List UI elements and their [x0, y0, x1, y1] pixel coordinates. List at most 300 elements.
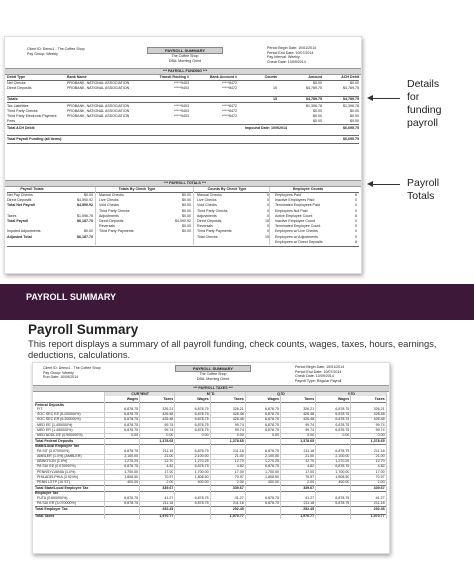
total-cell: 339.67 [373, 485, 385, 490]
tax-cell: 99.74 [375, 422, 385, 427]
totals-cell: 0 [355, 208, 357, 213]
tax-cell: 6,878.75 [335, 407, 350, 411]
funding-header-cell: Bank Name [67, 75, 87, 79]
totals-cell: Adjustments [99, 213, 119, 218]
funding-header-cell: ACH Debit [341, 75, 359, 79]
tax-cell: 6,878.75 [335, 412, 350, 417]
tax-cell: 1,700.00 [264, 469, 279, 474]
funding-cell: PROBANK, NATIONAL ASSOCIATION [67, 81, 130, 85]
row-divider [7, 143, 359, 144]
totals-cell: Direct Deposits [99, 219, 124, 223]
totals-cell: 0 [355, 203, 357, 208]
tax-cell: 6,878.75 [124, 407, 139, 411]
tax-row-label: MED EE (1.450000%) [37, 422, 73, 427]
tax-cell: 426.48 [232, 417, 244, 422]
tax-cell: 99.74 [234, 427, 244, 432]
tax-cell: 211.18 [233, 448, 244, 453]
tax-cell: 17.00 [234, 469, 244, 474]
liability-cell: Tax Liabilities [7, 104, 29, 108]
liability-cell: Fees [7, 119, 15, 123]
funding-title: *** PAYROLL FUNDING *** [162, 68, 208, 73]
client-id-value: Demo1 - The Coffee Shop [58, 366, 101, 370]
totals-header-cell: Payroll Totals [20, 187, 44, 191]
totals-cell: Manual Checks [197, 193, 222, 197]
bottom-run-date-row [43, 375, 123, 379]
totals-cell: Adjusted Total [7, 234, 32, 239]
tax-cell: 6,878.75 [124, 412, 139, 417]
tax-cell: 400.00 [338, 480, 350, 484]
liability-cell: $1,396.78 [343, 104, 359, 108]
tax-cell: 211.18 [162, 501, 174, 505]
tax-cell: 1,270.25 [264, 459, 279, 464]
tax-cell: 211.18 [162, 448, 174, 453]
tax-cell: 41.27 [164, 495, 174, 500]
totals-cell: $0.00 [182, 213, 191, 218]
liability-cell: $0.00 [350, 119, 359, 123]
total-cell: 1,970.77 [229, 514, 244, 519]
tax-row-label: SOC SEC EE (6.200000%) [37, 412, 81, 417]
tax-cell: 1,808.50 [264, 474, 279, 479]
tax-cell: 70.97 [164, 474, 174, 479]
totals-header-cell: Counts By Check Type [207, 187, 247, 191]
total-cell: 252.45 [373, 506, 385, 511]
column-divider [174, 392, 175, 519]
bottom-company-name: The Coffee Shop [199, 372, 227, 376]
funding-cell: *****9403 [174, 86, 189, 90]
tax-cell: 6,878.75 [264, 422, 279, 427]
tax-cell: 6,878.75 [194, 417, 209, 422]
column-header: Taxes [163, 397, 174, 401]
funding-cell: Net Checks [7, 81, 26, 85]
totals-cell: 8 [355, 193, 357, 197]
tax-cell: 400.00 [127, 480, 139, 484]
totals-cell: $0.00 [84, 193, 93, 197]
totals-cell: Taxes [7, 213, 17, 218]
totals-cell: Manual Checks [99, 193, 124, 197]
tax-cell: 4.82 [236, 464, 244, 469]
funding-header-cell: Amount [308, 75, 322, 79]
tax-cell: 6,878.75 [124, 422, 139, 427]
tax-row-label: FUTA (0.600000%) [37, 495, 68, 500]
pay-group-row [27, 52, 97, 56]
totals-cell: Inactive Employee Count [275, 219, 315, 223]
totals-cell: 8 [355, 239, 357, 244]
funding-cell: *****9403 [174, 81, 189, 85]
check-date-value: 10/09/2014 [287, 59, 306, 64]
section-label: State/Local Employee Tax [35, 444, 80, 449]
totals-cell: $1,596.78 [77, 213, 93, 218]
funding-cell: $4,789.75 [343, 86, 359, 90]
totals-cell: 0 [267, 193, 269, 197]
tax-row-label: PENN LSTP (10 ST) [37, 480, 70, 484]
tax-cell: 6,878.75 [124, 495, 139, 500]
tax-cell: 1,270.25 [335, 459, 350, 464]
funding-header-cell: Bank Account # [209, 75, 237, 79]
check-date-label: Check Date: [295, 374, 315, 378]
tax-cell: 6,878.75 [194, 422, 209, 427]
tax-row-label: MED ER (1.450000%) [37, 427, 73, 432]
totals-cell: 0 [267, 203, 269, 208]
tax-cell: 426.48 [162, 412, 174, 417]
total-cell: 1,378.65 [370, 438, 385, 443]
total-cell: 1,378.65 [159, 438, 174, 443]
totals-cell: $6,187.70 [77, 219, 93, 223]
period-group-header: YTD [316, 392, 386, 396]
tax-cell: 99.74 [164, 427, 174, 432]
tax-cell: 0.00 [131, 433, 139, 437]
liability-cell: *****9403 [174, 114, 189, 118]
totals-cell: Employees Paid [275, 193, 301, 197]
tax-cell: 1,808.50 [124, 474, 139, 479]
row-divider [7, 246, 359, 247]
tax-cell: 6,878.75 [264, 501, 279, 505]
row-divider [7, 135, 359, 136]
tax-cell: 6,878.75 [335, 422, 350, 427]
tax-cell: 211.18 [373, 448, 385, 453]
client-id-value: Demo1 - The Coffee Shop [42, 47, 85, 51]
tax-cell: 70.97 [234, 474, 244, 479]
tax-cell: 2,100.00 [124, 454, 139, 458]
check-date-label: Check Date: [267, 59, 287, 64]
period-group-header: QTD [246, 392, 316, 396]
total-cell: 252.45 [162, 506, 174, 511]
funding-header-cell: Counts [264, 75, 277, 79]
totals-cell: Active Employee Count [275, 213, 313, 218]
totals-cell: 0 [355, 198, 357, 203]
funding-cell: $0.00 [350, 81, 359, 85]
funding-arrow-head-icon [367, 95, 373, 101]
totals-cell: 0 [267, 198, 269, 203]
tax-cell: 6,878.75 [335, 501, 350, 505]
tax-row-label: PENNSYLVANIA (1.0%) [37, 469, 76, 474]
totals-cell: Reversals [99, 224, 115, 229]
tax-cell: 6,878.75 [335, 448, 350, 453]
totals-note [407, 177, 467, 203]
totals-cell: 0 [267, 213, 269, 218]
tax-row-label: FIT [37, 407, 43, 411]
tax-cell: 426.48 [303, 417, 315, 422]
totals-cell: Void Checks [99, 203, 119, 208]
bottom-payroll-type-row [295, 379, 387, 383]
band-label: PAYROLL SUMMARY [26, 292, 117, 302]
tax-cell: 2.00 [236, 480, 244, 484]
tax-cell: 41.27 [375, 495, 385, 500]
tax-cell: 6,878.75 [124, 427, 139, 432]
totals-cell: Third Party Checks [99, 208, 130, 213]
tax-cell: 2,100.00 [335, 454, 350, 458]
tax-cell: 0.00 [342, 433, 350, 437]
total-label: Total Taxes [35, 514, 55, 519]
totals-cell: Employees w/ Direct Deposits [275, 239, 323, 244]
totals-cell: Imputed Adjustments [7, 229, 41, 234]
pay-group-value: Weekly [62, 370, 74, 375]
tax-cell: 6,878.75 [264, 464, 279, 469]
column-divider [245, 392, 246, 519]
liability-cell: *****9403 [174, 104, 189, 108]
tax-cell: 41.27 [305, 495, 315, 500]
totals-cell: Net Pay Checks [7, 193, 33, 197]
tax-cell: 0.00 [377, 433, 385, 437]
funding-cell: 15 [273, 86, 277, 90]
liability-cell: $0.00 [313, 119, 322, 123]
period-begin-value: 10/01/2014 [298, 46, 317, 50]
liability-cell: $0.00 [350, 114, 359, 118]
tax-cell: 426.48 [232, 412, 244, 417]
funding-cell: $0.00 [313, 81, 322, 85]
funding-cell: *****8472 [222, 86, 237, 90]
liability-cell: PROBANK, NATIONAL ASSOCIATION [67, 114, 130, 118]
total-cell: 1,970.77 [159, 514, 174, 519]
period-end-label: Period End Date: [267, 50, 295, 55]
liability-cell: $0.00 [313, 114, 322, 118]
period-begin-label: Period Begin Date: [295, 365, 326, 369]
tax-cell: 6,878.75 [124, 417, 139, 422]
section-label: Employer Tax [35, 491, 59, 496]
totals-cell: Third Party Payments [99, 229, 134, 234]
totals-cell: Inactive Employees Paid [275, 198, 315, 203]
run-date-label: Run Date: [43, 375, 60, 379]
totals-cell: Total Checks [197, 234, 218, 239]
tax-cell: 41.27 [234, 495, 244, 500]
tax-cell: 21.00 [375, 454, 385, 458]
tax-cell: 6,878.75 [264, 448, 279, 453]
totals-arrow [372, 184, 400, 185]
tax-cell: 326.21 [373, 407, 385, 411]
total-cell: 1,970.77 [370, 514, 385, 519]
totals-arrow-head-icon [367, 181, 373, 187]
tax-cell: 17.00 [164, 469, 174, 474]
tax-cell: 6,878.75 [335, 417, 350, 422]
tax-cell: 99.74 [164, 422, 174, 427]
totals-title: *** PAYROLL TOTALS *** [164, 180, 206, 185]
totals-cell: 15 [265, 219, 269, 223]
funding-header-cell: Debit Type [7, 75, 26, 79]
tax-cell: 6,878.75 [264, 412, 279, 417]
tax-cell: 99.74 [375, 427, 385, 432]
totals-cell: Adjustments [197, 213, 217, 218]
column-divider [269, 187, 270, 245]
tax-cell: 6,878.75 [264, 427, 279, 432]
totals-cell: Employees Not Paid [275, 208, 308, 213]
tax-cell: 99.74 [305, 427, 315, 432]
tax-cell: 6,878.75 [124, 448, 139, 453]
tax-row-label: MED ADDL EE (0.900000%) [37, 433, 83, 437]
totals-amount: $4,789.75 [306, 97, 322, 101]
pay-group-value: Weekly [46, 52, 58, 56]
tax-cell: 17.00 [375, 469, 385, 474]
total-ach-label: Total ACH Debit: [7, 126, 36, 130]
totals-cell: 8 [355, 213, 357, 218]
tax-cell: 0.00 [307, 433, 315, 437]
totals-cell: $0.00 [182, 208, 191, 213]
totals-cell: $0.00 [182, 198, 191, 203]
funding-header-cell: Transit Routing # [159, 75, 189, 79]
tax-cell: 70.97 [375, 474, 385, 479]
tax-cell: 0.00 [166, 433, 174, 437]
tax-row-label: AMBLER (1.0%) (AMBLER) [37, 454, 82, 458]
tax-cell: 6,878.75 [194, 427, 209, 432]
payroll-type-label: Payroll Type: [295, 378, 316, 383]
column-header: Taxes [233, 397, 244, 401]
tax-cell: 6,878.75 [124, 464, 139, 469]
column-divider [210, 392, 211, 519]
tax-cell: 70.97 [305, 474, 315, 479]
period-end-label: Period End Date: [295, 369, 323, 374]
totals-cell: Live Checks [197, 198, 217, 203]
total-cell: 339.67 [162, 485, 174, 490]
row-divider [7, 102, 359, 103]
check-date-row [267, 60, 357, 64]
tax-cell: 12.70 [375, 459, 385, 464]
tax-cell: 6,878.75 [194, 407, 209, 411]
section-label: Federal Deposits [35, 402, 64, 407]
tax-cell: 2,100.00 [264, 454, 279, 458]
period-end-value: 10/07/2014 [295, 50, 314, 55]
liability-cell: Third Party Checks [7, 109, 38, 113]
funding-note-line: for [407, 91, 420, 103]
totals-cell: Employees w/ Adjustments [275, 234, 318, 239]
client-id-label: Client ID: [27, 47, 42, 51]
liability-cell: $0.00 [313, 109, 322, 113]
liability-cell: $0.00 [350, 109, 359, 113]
liability-cell: PROBANK, NATIONAL ASSOCIATION [67, 109, 130, 113]
funding-cell: *****8472 [222, 81, 237, 85]
column-divider [95, 187, 96, 245]
tax-cell: 2.00 [377, 480, 385, 484]
column-divider [350, 392, 351, 519]
funding-cell: Direct Deposits [7, 86, 32, 90]
tax-cell: 2,100.00 [194, 454, 209, 458]
tax-cell: 326.21 [303, 407, 315, 411]
period-end-value: 10/07/2014 [323, 369, 342, 374]
client-id-row [27, 47, 97, 51]
liability-cell: *****8472 [222, 109, 237, 113]
client-id-label: Client ID: [43, 366, 58, 370]
tax-cell: 6,878.75 [194, 464, 209, 469]
totals-cell: Reversals [197, 224, 213, 229]
total-label: Total Employer Tax [35, 506, 68, 511]
tax-cell: 400.00 [267, 480, 279, 484]
total-funding-value: $6,695.75 [343, 137, 359, 141]
tax-row-label: ABINGTON (1.0%) [37, 459, 68, 464]
liability-cell: *****8472 [222, 104, 237, 108]
bottom-company-dba: DBA: Morning Grind [196, 376, 230, 381]
tax-cell: 426.48 [162, 417, 174, 422]
pay-group-label: Pay Group: [27, 52, 46, 56]
tax-cell: 426.48 [373, 412, 385, 417]
totals-cell: 0 [267, 224, 269, 229]
totals-note-line: Payroll [407, 177, 440, 189]
totals-cell: Direct Deposits [197, 219, 222, 223]
totals-cell: Third Party Checks [197, 208, 228, 213]
tax-cell: 2.00 [166, 480, 174, 484]
tax-cell: 1,700.00 [194, 469, 209, 474]
liability-cell: *****8472 [222, 114, 237, 118]
totals-ach: $4,789.75 [343, 97, 359, 101]
pay-group-label: Pay Group: [43, 370, 62, 375]
column-divider [104, 392, 105, 519]
tax-cell: 6,878.75 [194, 495, 209, 500]
totals-cell: $0.00 [182, 193, 191, 197]
totals-label: Totals: [7, 97, 19, 101]
total-cell: 1,378.65 [300, 438, 315, 443]
tax-cell: 12.70 [305, 459, 315, 464]
totals-cell: $0.00 [182, 203, 191, 208]
totals-cell: Total Net Payroll [7, 203, 36, 208]
tax-cell: 211.18 [373, 501, 385, 505]
total-funding-label: Total Payroll Funding (all items): [7, 137, 63, 141]
totals-header-cell: Employee Counts [292, 187, 324, 191]
tax-cell: 99.74 [234, 422, 244, 427]
tax-cell: 99.74 [305, 422, 315, 427]
taxes-title: *** PAYROLL TAXES *** [193, 385, 233, 390]
total-cell: 1,970.77 [300, 514, 315, 519]
tax-cell: 1,808.50 [335, 474, 350, 479]
tax-cell: 0.00 [271, 433, 279, 437]
total-label: Total Federal Deposits [35, 438, 74, 443]
tax-cell: 1,700.00 [124, 469, 139, 474]
total-label: Total State/Local Employee Tax [35, 485, 89, 490]
totals-cell: Direct Deposits [7, 198, 32, 203]
payroll-type-value: Regular Payroll [316, 378, 342, 383]
tax-cell: 426.48 [303, 412, 315, 417]
total-ach-value: $6,695.75 [343, 126, 359, 130]
impound-date: Impound Date: 10/9/2014 [244, 126, 287, 130]
column-header: Wages [337, 397, 350, 401]
liability-cell: $1,396.78 [306, 104, 322, 108]
totals-cell: $4,590.92 [77, 198, 93, 203]
totals-cell: 0 [355, 234, 357, 239]
total-cell: 1,378.65 [229, 438, 244, 443]
column-header: Taxes [304, 397, 315, 401]
tax-cell: 21.00 [234, 454, 244, 458]
tax-cell: 211.18 [303, 501, 315, 505]
tax-cell: 2.00 [307, 480, 315, 484]
tax-cell: 326.21 [162, 407, 174, 411]
totals-cell: $0.00 [182, 229, 191, 234]
totals-cell: $0.00 [182, 224, 191, 229]
tax-cell: 1,808.50 [194, 474, 209, 479]
totals-cell: 0 [355, 219, 357, 223]
tax-cell: 6,878.75 [194, 448, 209, 453]
tax-cell: 6,878.75 [264, 417, 279, 422]
totals-cell: Terminated Employees Paid [275, 203, 320, 208]
bottom-report-title: PAYROLL SUMMARY [175, 365, 251, 372]
column-header: Wages [126, 397, 139, 401]
period-group-header: CURRENT [105, 392, 175, 396]
tax-cell: 12.70 [234, 459, 244, 464]
tax-row-label: PA SIT (3.070000%) [37, 448, 70, 453]
column-divider [386, 392, 387, 519]
tax-cell: 21.00 [305, 454, 315, 458]
company-name: The Coffee Shop [171, 54, 199, 58]
period-begin-value: 10/01/2014 [326, 365, 345, 369]
tax-cell: 211.18 [233, 501, 244, 505]
tax-cell: 1,270.25 [124, 459, 139, 464]
total-cell: 339.67 [303, 485, 315, 490]
tax-cell: 4.82 [377, 464, 385, 469]
total-cell: 252.45 [303, 506, 315, 511]
tax-cell: 17.00 [305, 469, 315, 474]
totals-cell: $6,187.70 [77, 234, 93, 239]
totals-note-line: Totals [407, 190, 435, 202]
pay-interval-label: Pay Interval: [267, 55, 287, 59]
row-divider [7, 124, 359, 125]
tax-row-label: PA SUI EE (0.070000%) [37, 464, 76, 469]
totals-count: 15 [273, 97, 277, 101]
funding-note-line: funding [407, 104, 442, 116]
page-description: This report displays a summary of all payroll funding, check counts, wages, taxes, hours, earnings, deductions, calculations. [28, 338, 437, 360]
